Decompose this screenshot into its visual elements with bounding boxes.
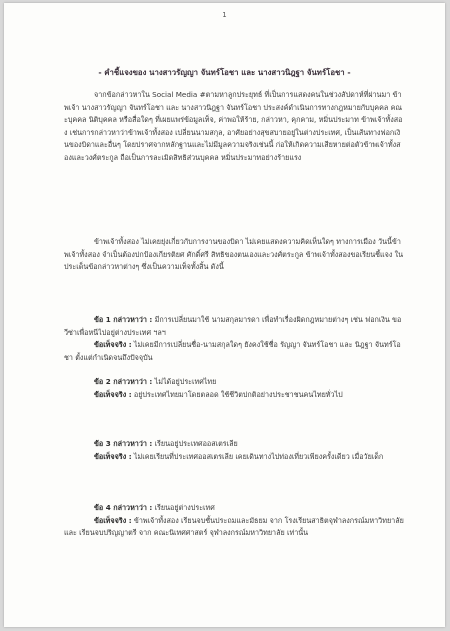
- allegation-label: ข้อ 4 กล่าวหาว่า :: [94, 503, 153, 512]
- intro-paragraph-2: ข้าพเจ้าทั้งสอง ไม่เคยยุ่งเกี่ยวกับการงานของบิดา ไม่เคยแสดงความคิดเห็นใดๆ ทางการเมือง วันนี้ข้าพเจ้าทั้งสอง จำเป็นต้องปกป้องเกียรติยศ ศักดิ์ศรี สิทธิของตนเองและวงศ์ตระกูล ข้าพเจ้าทั้งสองขอเรียนชี้แจง ในประเด็นข้อกล่าวหาต่างๆ ซึ่งเป็นความเท็จทั้งสิ้น ดังนี้: [64, 237, 404, 272]
- allegation-line: [64, 502, 404, 515]
- fact-label: ข้อเท็จจริง :: [94, 389, 132, 399]
- allegation-line: [64, 376, 404, 389]
- claim-item-2: [64, 376, 404, 401]
- allegation-label: ข้อ 1 กล่าวหาว่า :: [94, 315, 153, 324]
- fact-label: ข้อเท็จจริง :: [94, 515, 132, 525]
- fact-line: [64, 451, 404, 464]
- fact-label: ข้อเท็จจริง :: [94, 451, 132, 461]
- allegation-text: ไม่ได้อยู่ประเทศไทย: [154, 377, 217, 386]
- allegation-line: [64, 438, 404, 451]
- fact-text: อยู่ประเทศไทยมาโดยตลอด ใช้ชีวิตปกติอย่างประชาชนคนไทยทั่วไป: [133, 389, 343, 399]
- allegation-text: เรียนอยู่ต่างประเทศ: [154, 503, 215, 512]
- fact-text: ข้าพเจ้าทั้งสอง เรียนจบชั้นประถมและมัธยม จาก โรงเรียนสาธิตจุฬาลงกรณ์มหาวิทยาลัย และ เรียนจบปริญญาตรี จาก คณะนิเทศศาสตร์ จุฬาลงกรณ์มหาวิทยาลัย เท่านั้น: [64, 515, 404, 538]
- fact-label: ข้อเท็จจริง :: [94, 340, 132, 350]
- allegation-text: เรียนอยู่ประเทศออสเตรเลีย: [154, 439, 238, 448]
- page-number: 1: [222, 11, 227, 19]
- allegation-label: ข้อ 3 กล่าวหาว่า :: [94, 439, 153, 448]
- fact-text: ไม่เคยเรียนที่ประเทศออสเตรเลีย เคยเดินทางไปท่องเที่ยวเพียงครั้งเดียว เมื่อวัยเด็ก: [133, 451, 384, 461]
- fact-line: [64, 515, 404, 540]
- allegation-label: ข้อ 2 กล่าวหาว่า :: [94, 377, 153, 386]
- fact-line: [64, 389, 404, 402]
- claim-item-1: [64, 314, 404, 364]
- claim-item-3: [64, 438, 404, 463]
- intro-paragraph-1: จากข้อกล่าวหาใน Social Media #ตามหาลูกประยุทธ์ ที่เป็นการแสดงคนในช่วงสัปดาห์ที่ผ่านมา ข้าพเจ้า นางสาวรัญญา จันทร์โอชา และ นางสาวนิฎฐา จันทร์โอชา ประสงค์ดำเนินการทางกฎหมายกับบุคคล คณะบุคคล นิติบุคคล หรือสื่อใดๆ ที่เผยแพร่ข้อมูลเท็จ, ค่าพอให้ร้าย, กล่าวหา, คุกคาม, หมิ่นประมาท ข้าพเจ้าทั้งสอง เช่นการกล่าวหาว่าข้าพเจ้าทั้งสอง เปลี่ยนนามสกุล, อาศัยอย่างสุขสบายอยู่ในต่างประเทศ, เป็นเส้นทางฟอกเงินของบิดาและอื่นๆ โดยปราศจากหลักฐานและไม่มีมูลความจริงเช่นนี้ ก่อให้เกิดความเสียหายต่อตัวข้าพเจ้าทั้งสองและวงศ์ตระกูล ถือเป็นการละเมิดสิทธิส่วนบุคคล หมิ่นประมาทอย่างร้ายแรง: [64, 90, 403, 162]
- document-title: - คำชี้แจงของ นางสาวรัญญา จันทร์โอชา และ นางสาวนิฎฐา จันทร์โอชา -: [98, 68, 351, 77]
- fact-line: [64, 339, 404, 364]
- document-page: [4, 3, 445, 627]
- allegation-text: มีการเปลี่ยนมาใช้ นามสกุลมารดา เพื่อทำเรื่องผิดกฎหมายต่างๆ เช่น ฟอกเงิน ขอวีซ่าเพื่อหนีไปอยู่ต่างประเทศ ฯลฯ: [64, 315, 402, 337]
- claim-item-4: [64, 502, 404, 540]
- allegation-line: [64, 314, 404, 339]
- fact-text: ไม่เคยมีการเปลี่ยนชื่อ-นามสกุลใดๆ ยังคงใช้ชื่อ รัญญา จันทร์โอชา และ นิฎฐา จันทร์โอชา ตั้งแต่กำเนิดจนถึงปัจจุบัน: [64, 340, 401, 362]
